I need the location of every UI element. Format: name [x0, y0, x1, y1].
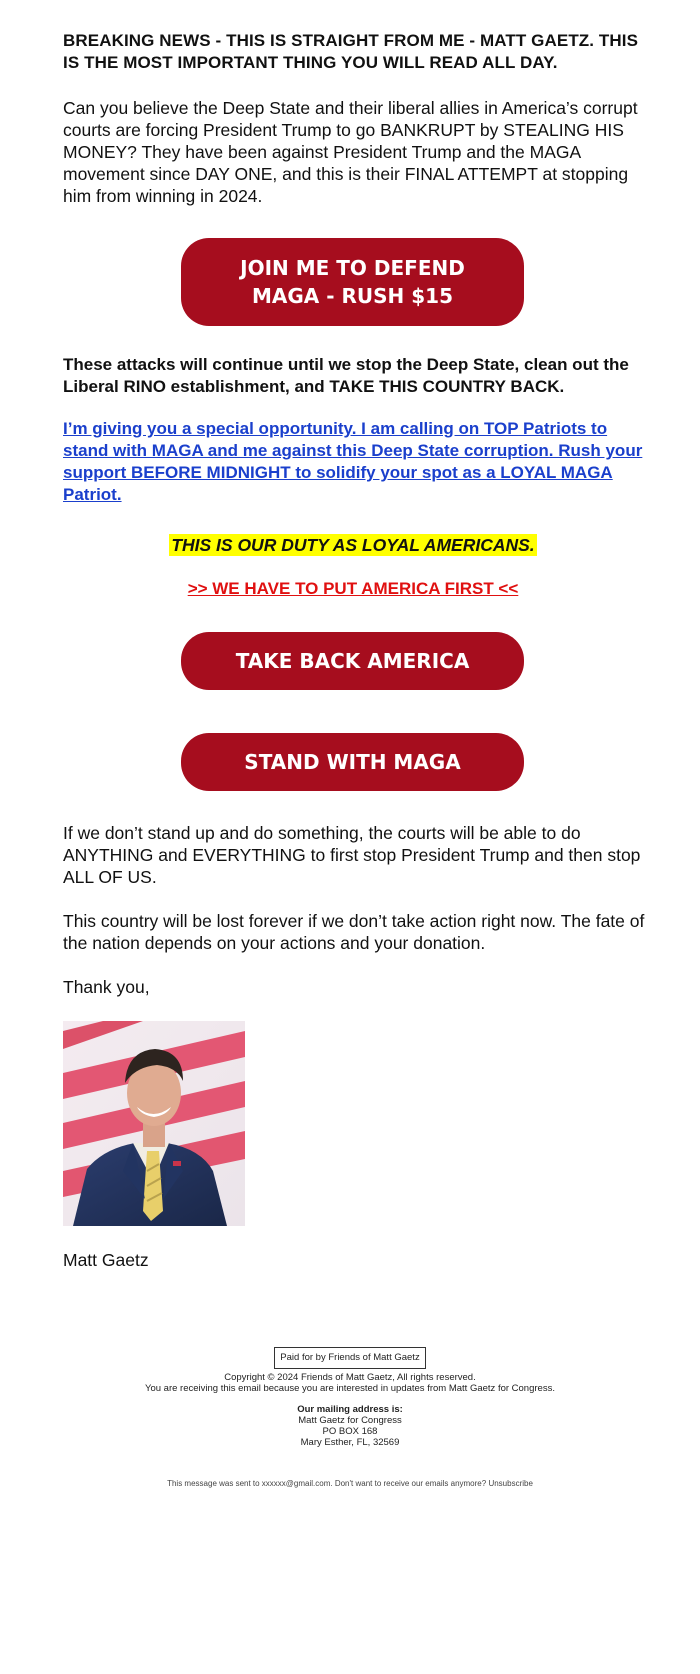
- mailing-address-heading: Our mailing address is:: [297, 1404, 403, 1415]
- join-defend-maga-button[interactable]: JOIN ME TO DEFEND MAGA - RUSH $15: [181, 238, 524, 326]
- headline: BREAKING NEWS - THIS IS STRAIGHT FROM ME - MATT GAETZ. THIS IS THE MOST IMPORTANT THING YOU WILL READ ALL DAY.: [63, 31, 639, 72]
- receiving-reason-text: You are receiving this email because you are interested in updates from Matt Gaetz for Congress.: [145, 1383, 555, 1394]
- take-back-america-button[interactable]: TAKE BACK AMERICA: [181, 632, 524, 690]
- stand-with-maga-button[interactable]: STAND WITH MAGA: [181, 733, 524, 791]
- duty-highlight: [63, 534, 643, 556]
- lost-forever-paragraph: This country will be lost forever if we don’t take action right now. The fate of the nation depends on your actions and your donation.: [63, 911, 645, 953]
- sent-to-text: This message was sent to xxxxxx@gmail.com. Don't want to receive our emails anymore?: [167, 1479, 487, 1488]
- address-line-2: PO BOX 168: [322, 1426, 378, 1437]
- address-line-3: Mary Esther, FL, 32569: [300, 1437, 400, 1448]
- thank-you-text: Thank you,: [63, 977, 150, 997]
- email-footer: [0, 1347, 700, 1448]
- intro-paragraph: Can you believe the Deep State and their liberal allies in America’s corrupt courts are forcing President Trump to go BANKRUPT by STEALING HIS MONEY? They have been against President Trump and the MAGA movement since DAY ONE, and this is their FINAL ATTEMPT at stopping him from winning in 2024.: [63, 98, 638, 206]
- address-line-1: Matt Gaetz for Congress: [298, 1415, 402, 1426]
- copyright-text: Copyright © 2024 Friends of Matt Gaetz, All rights reserved.: [224, 1372, 476, 1383]
- attacks-paragraph: These attacks will continue until we stop the Deep State, clean out the Liberal RINO establishment, and TAKE THIS COUNTRY BACK.: [63, 355, 629, 396]
- paid-for-disclaimer: Paid for by Friends of Matt Gaetz: [274, 1347, 425, 1369]
- sent-to-notice: [0, 1479, 700, 1489]
- signature-name: Matt Gaetz: [63, 1250, 149, 1270]
- special-opportunity-link[interactable]: I’m giving you a special opportunity. I am calling on TOP Patriots to stand with MAGA and me against this Deep State corruption. Rush your support BEFORE MIDNIGHT to solidify your spot as a LOYAL MAGA Patriot.: [63, 419, 643, 504]
- unsubscribe-link[interactable]: Unsubscribe: [488, 1479, 533, 1488]
- america-first-link[interactable]: >> WE HAVE TO PUT AMERICA FIRST <<: [187, 579, 519, 598]
- portrait-photo: [63, 1021, 245, 1226]
- stand-up-paragraph: If we don’t stand up and do something, the courts will be able to do ANYTHING and EVERYTHING to first stop President Trump and then stop ALL OF US.: [63, 823, 641, 887]
- duty-text: THIS IS OUR DUTY AS LOYAL AMERICANS.: [171, 535, 535, 555]
